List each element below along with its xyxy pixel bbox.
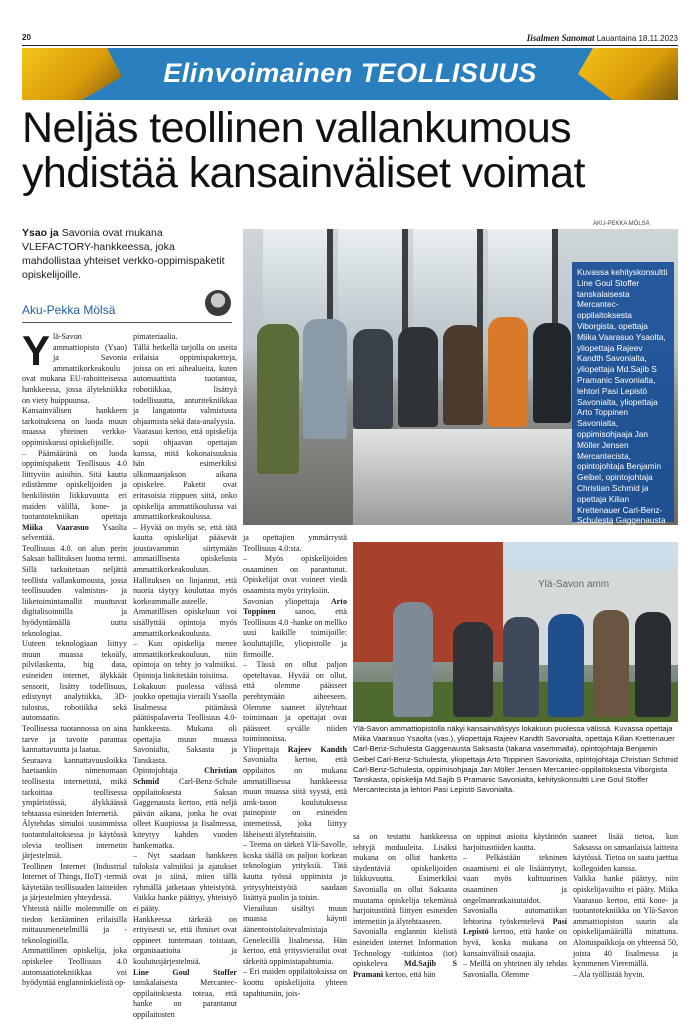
paragraph: [463, 906, 567, 959]
person-figure: [635, 612, 671, 717]
text-run: sanoo, että Teollisuus 4.0 -hanke on mellko uusi kaikille toimijoille: kouluttajille, yliopistolle ja firmoille.: [243, 607, 347, 659]
paragraph: – Kun opiskelija menee ammattikorkeakouluun, niin opintoja on tehty jo valmiiksi. Opintoja linkitetään toisiinsa.: [133, 639, 237, 680]
paragraph: on oppinut asioita käytännön harjoitustöiden kautta.: [463, 832, 567, 852]
body-column-2: [133, 332, 237, 1019]
paper-name: Iisalmen Sanomat: [526, 33, 595, 43]
paragraph: Älytehdas simuloi uusimmissa tuotantolaitoksessa jo käytössä olevia teollisen internetin järjestelmiä.: [22, 819, 127, 861]
paragraph: Seuraava kannattavuusloikka haetaankin nimenomaan teollisesta internetistä, mikä tarkoittaa teollisessa ympäristössä, älykkäässä tehtaassa esineiden Internetiä.: [22, 755, 127, 818]
person-figure: [257, 324, 299, 474]
paragraph: lä-Savon ammattiopisto (Ysao) ja Savonia ammattikorkeakoulu ovat mukana EU-rahoitteisessa hankkeessa, jossa älytekniikka on viety huippuunsa.: [22, 332, 127, 405]
paragraph: Ammattilinen opiskelija, joka opiskelee Teollisuus 4.0 automaatiotekniikkaa voi hyödyntää englanninkielistä op-: [22, 946, 127, 988]
person-name: Md.Sajib S Pramani: [353, 959, 458, 979]
paragraph: – Teema on tärkeä Ylä-Savolle, koska täällä on paljon korkean teknologian yrityksiä. Tätä kautta työssä oppimista ja yritysyhteistyötä saadaan lisättyä puolin ja toisin.: [243, 840, 347, 903]
page-header: [22, 33, 678, 45]
text-run: kertoo, että hanke on hyvä, koska mukana on kansainvälisiä osaajia.: [463, 927, 567, 958]
paragraph: Uuteen teknologiaan liittyy muun muassa tekoäly, pilvilaskenta, big data, esineiden internet, älykkäät sensorit, lisätty todellisuus, edistynyt analytiikka, 3D-tulostus, robotiikka sekä automaatio.: [22, 639, 127, 723]
person-name: Line Goul Stoffer: [133, 967, 237, 977]
paragraph: Teollinen Internet (Industrial Internet of Things, IIoT) -termiä käytetään teollisuuden laitteiden ja järjestelmien yhteydessä.: [22, 861, 127, 903]
paragraph: sa on testattu hankkeessa tehtyjä moduuleita. Lisäksi mukana on ollut hanketta täydentäviä opiskelijoiden liikkuvuutta. Esimerkiksi Savonialla on ollut Saksasta muutama opiskelija tekemässä harjoitustöitä liittyen esineiden internetiin ja älytehtaaseen.: [353, 832, 457, 926]
paragraph: [243, 597, 347, 661]
paragraph: – Pelkästään tekninen osaamiseni ei ole lisääntynyt, vaan myös kulttuurinen osaaminen ja ongelmanratkaisutaidot.: [463, 853, 567, 905]
paragraph: – Eri maiden oppilaitoksissa on koottu opiskelijoita yhteen tapahtumiin, jois-: [243, 967, 347, 998]
building-sign: Ylä-Savon amm: [538, 579, 610, 590]
lead-bold: Ysao ja: [22, 227, 59, 239]
paragraph: – Ala työllistää hyvin.: [573, 969, 645, 979]
paper-info: [527, 33, 678, 43]
paragraph: Teollisessa tuotannossa on aina tarve ja tavoite parantaa kannattavuutta ja laatua.: [22, 723, 127, 755]
text-run: Ysaolta selventää.: [22, 522, 127, 543]
paragraph: [133, 766, 237, 851]
person-figure: [443, 325, 483, 425]
person-figure: [488, 317, 528, 427]
text-run: Savonialla automatiikan lehtorina työskentelevä: [463, 906, 567, 926]
person-name: Arto Toppinen: [243, 596, 347, 617]
text-run: – Päämääränä on luoda oppimispaketit Teollisuus 4.0 liittyviin asioihin. Sitä kautta edistämme opiskelijoiden ja henkilöstön liikkuvuutta eri maiden välillä, kone- ja tuotantotekniikan opettaja: [22, 448, 127, 522]
section-banner: [22, 48, 678, 100]
paragraph: Ammatillisen opiskeluun voi sisällyttää opintoja myös ammattikorkeakoulusta.: [133, 607, 237, 638]
person-name: Miika Vaarasuo: [22, 522, 89, 532]
paragraph: – Hyvää on myös se, että tätä kautta opiskelijat pääsevät joustavammin siirtymään ammatillisesta opiskelusta ammattikorkeakouluun. Hallituksen on linjannut, että nuoria täytyy kouluttaa myös korkeammalle asteelle.: [133, 522, 237, 606]
person-figure: [548, 614, 584, 717]
paragraph: [22, 449, 127, 544]
text-run: Opintojohtaja: [133, 766, 205, 776]
paragraph: Hankkeessa tärkeää on erityisesti se, että ihmiset ovat oppineet tuntemaan toisiaan, organisaatioita ja koulutusjärjestelmiä.: [133, 914, 237, 967]
paragraph: Yhteistä näille molemmille on tiedon kerääminen erilaisilla mittausmenetelmillä ja -teknologioilla.: [22, 904, 127, 945]
person-figure: [303, 319, 347, 439]
author-avatar: [205, 290, 231, 316]
lead-text: Savonia ovat mukana VLEFACTORY-hankkeessa, joka mahdollistaa yhteiset verkko-oppimispaketit opiskelijoille.: [22, 227, 225, 281]
issue-date: Lauantaina 18.11.2023: [596, 34, 678, 43]
text-run: Savonialta kertoo, että oppilaitos on mukana ammatillisessa hankkeessa muun muassa siitä syystä, että amk-tason koulutuksessa painopiste on esineiden internetissä, joka liittyy läheisesti älytehtaisiin.: [243, 755, 347, 839]
person-name: Christian Schmid: [133, 766, 237, 786]
person-figure: [393, 602, 433, 717]
page-number: 20: [22, 33, 31, 42]
paragraph: [353, 927, 457, 980]
body-column-1: [22, 327, 127, 1014]
paragraph: – Myös opiskelijoiden osaaminen on parantunut. Opiskelijat ovat voineet viedä osaamista myös yrityksiin.: [243, 554, 347, 595]
paragraph: Lokakuun puolessa välissä joukko opettajia vieraili Ysaolla Iisalmessa pitämässä päätöspalaveria Teollisuus 4.0-hankkeesta. Mukana oli opettajia muun muassa Savonialta, Saksasta ja Tanskasta.: [133, 681, 237, 765]
paragraph: saaneet lisää tietoa, kun Saksassa on samanlaisia laitteita käytössä. Tietoa on saatu jaettua kollegoiden kanssa.: [573, 832, 678, 873]
paragraph: – Nyt saadaan hankkeen tuloksia valmiiksi ja ajatukset ovat jo siinä, miten tällä ryhmällä jatketaan yhteistyötä. Vaikka hanke päättyy, yhteistyö ei pääty.: [133, 851, 237, 914]
person-figure: [453, 622, 493, 717]
text-run: Yliopettaja: [243, 744, 288, 754]
drop-cap: Y: [22, 327, 51, 374]
body-column-3: [243, 533, 347, 1014]
header-rule: [22, 45, 678, 46]
section-title: Elinvoimainen TEOLLISUUS: [163, 58, 537, 88]
text-run: Savonian yliopettaja: [243, 596, 331, 606]
paragraph: Vaarasuo kertoo, että opiskelija sopii ohjaavan opettajan kanssa, mitä kokonaisuuksia hän esimerkiksi ulkomaanjakson aikana opiskelee. Paketit ovat eritasoisia riippuen siitä, onko opiskelija ammattikoulussa vai ammattikorkeakoulussa.: [133, 427, 237, 522]
body-column-6: [573, 832, 678, 1014]
person-name: Rajeev Kandth: [287, 744, 347, 754]
person-name: Pasi Lepistö: [463, 916, 567, 937]
paragraph: – Tässä on ollut paljon opeteltavaa. Hyvää on ollut, että olemme päässeet perehtymään aiheeseen. Olemme saaneet älytehtaat toimimaan ja opettajat ovat päässeet syvälle niiden toiminnoissa.: [243, 660, 347, 744]
paragraph: Tällä hetkellä tarjolla on useita erilaisia oppimispaketteja, joissa on eri aihealueita, kuten automaattista tuotantoa, robotiikkaa, lisättyä todellisuutta, anturitekniikkaa ja langatonta valmistusta ohjaamista sekä data-analyysia.: [133, 342, 237, 426]
headline-line-1: Neljäs teollinen vallankumous: [22, 104, 572, 152]
text-run: kertoo, että hän: [383, 969, 436, 979]
group-photo-outdoor: [353, 542, 678, 721]
person-figure: [398, 327, 438, 427]
paragraph: Vierailuun sisältyi muun muassa käynti äänentoistolaitevalmistaja Genelecillä Iisalmessa. Hän kertoo, että yritysvierailut ovat tärkeitä oppimistapahtumia.: [243, 903, 347, 966]
person-figure: [533, 323, 571, 423]
paragraph: pimateriaalia.: [133, 332, 178, 341]
paragraph: [133, 968, 237, 1021]
paragraph: Vaikka hanke päättyy, niin opiskelijavaihto ei pääty. Miika Vaarasuo kertoo, että kone- ja tuotantotekniikka on Ylä-Savon ammattiopiston suurin ala opiskelijamäärällä mitattuna. Aloituspaikkoja on yhteensä 50, joista 40 Iisalmessa ja kymmenen Vieremällä.: [573, 874, 678, 969]
paragraph: ja opettajien ymmärrystä Teollisuus 4.0:sta.: [243, 533, 347, 553]
photo-caption: Ylä-Savon ammattiopistolla näkyi kansainvälisyys lokakuun puolessa välissä. Kuvassa opettaja Miika Vaarasuo Ysaolta (vas.), yliopettaja Rajeev Kandth Savonialta, opettaja Kilian Krettenauer Carl-Benz-Schulesta Gaggenausta Saksasta (takana vasemmalla), opintojohtaja Benjamin Geibel Carl-Benz-Schulesta, yliopettaja Arto Toppinen Savonialta, opintojohtaja Christian Schmid Carl-Benz-Schulesta, oppimisohjaaja Jan Möller Jensen Mercantec-oppilaitoksesta Viborgista Tanskasta, opiskelija Md.Sajib S Pramanic Savonialta, kehityskonsultti Line Goul Stoffer Mercantecista ja lehtori Pasi Lepistö Savonialta.: [353, 724, 678, 795]
person-figure: [353, 329, 393, 429]
byline-rule: [22, 322, 232, 323]
headline-line-2: yhdistää kansainväliset voimat: [22, 149, 585, 197]
body-column-4: [353, 832, 457, 1014]
paragraph: – Meillä on yhteinen äly tehdas Savonialla. Olemme: [463, 959, 567, 979]
article-headline: [22, 106, 678, 196]
author-byline: Aku-Pekka Mölsä: [22, 303, 116, 317]
text-run: tanskalaisesta Mercantec-oppilaitoksesta toteaa, että hanke on parantanut oppilaitosten: [133, 978, 237, 1019]
text-run: Savonialla englannin kielistä esineiden internet Information Technology -tutkintoa (iot) opiskeleva: [353, 927, 457, 969]
photo-credit: AKU-PEKKA MÖLSÄ: [593, 221, 650, 227]
paragraph: [243, 745, 347, 840]
paragraph: Teollisuus 4.0. on alun perin Saksan hallituksen luoma termi. Sillä tarkoitetaan neljättä teollista vallankumousta, jossa teollisuuden valmistus- ja liiketoimintamallit muuttuvat digitalisoinnilla ja hyödyntämällä uutta teknologiaa.: [22, 543, 127, 638]
paragraph: Kansainvälisen hankkeen tarkoituksena on luoda muun muassa yhteinen verkko-oppimiskurssi opiskelijoille.: [22, 406, 127, 447]
text-run: Carl-Benz-Schule oppilaitoksesta Saksan Gaggenausta kertoo, että neljä päivän aikana, jonka he ovat olleet Kuopiossa ja Iisalmessa, kiteytyy kahden vuoden hankematka.: [133, 776, 237, 850]
body-column-5: [463, 832, 567, 1014]
person-figure: [503, 617, 539, 717]
photo-caption-overlay: Kuvassa kehityskonsultti Line Goul Stoffer tanskalaisesta Mercantec-oppilaitoksesta Viborgista, opettaja Miika Vaarasuo Ysaolta, yliopettaja Rajeev Kandth Savonialta, yliopettaja Md.Sajib S Pramanic Savonialta, lehtori Pasi Lepistö Savonialta, yliopettaja Arto Toppinen Savonialta, oppimisohjaaja Jan Möller Jensen Mercantecista, opintojohtaja Benjamin Geibel, opintojohtaja Christian Schmid ja opettaja Kilian Krettenauer Carl-Benz-Schulesta Gaggenaustа Saksasta.: [572, 262, 674, 522]
article-lead: [22, 226, 232, 282]
person-figure: [593, 610, 629, 717]
